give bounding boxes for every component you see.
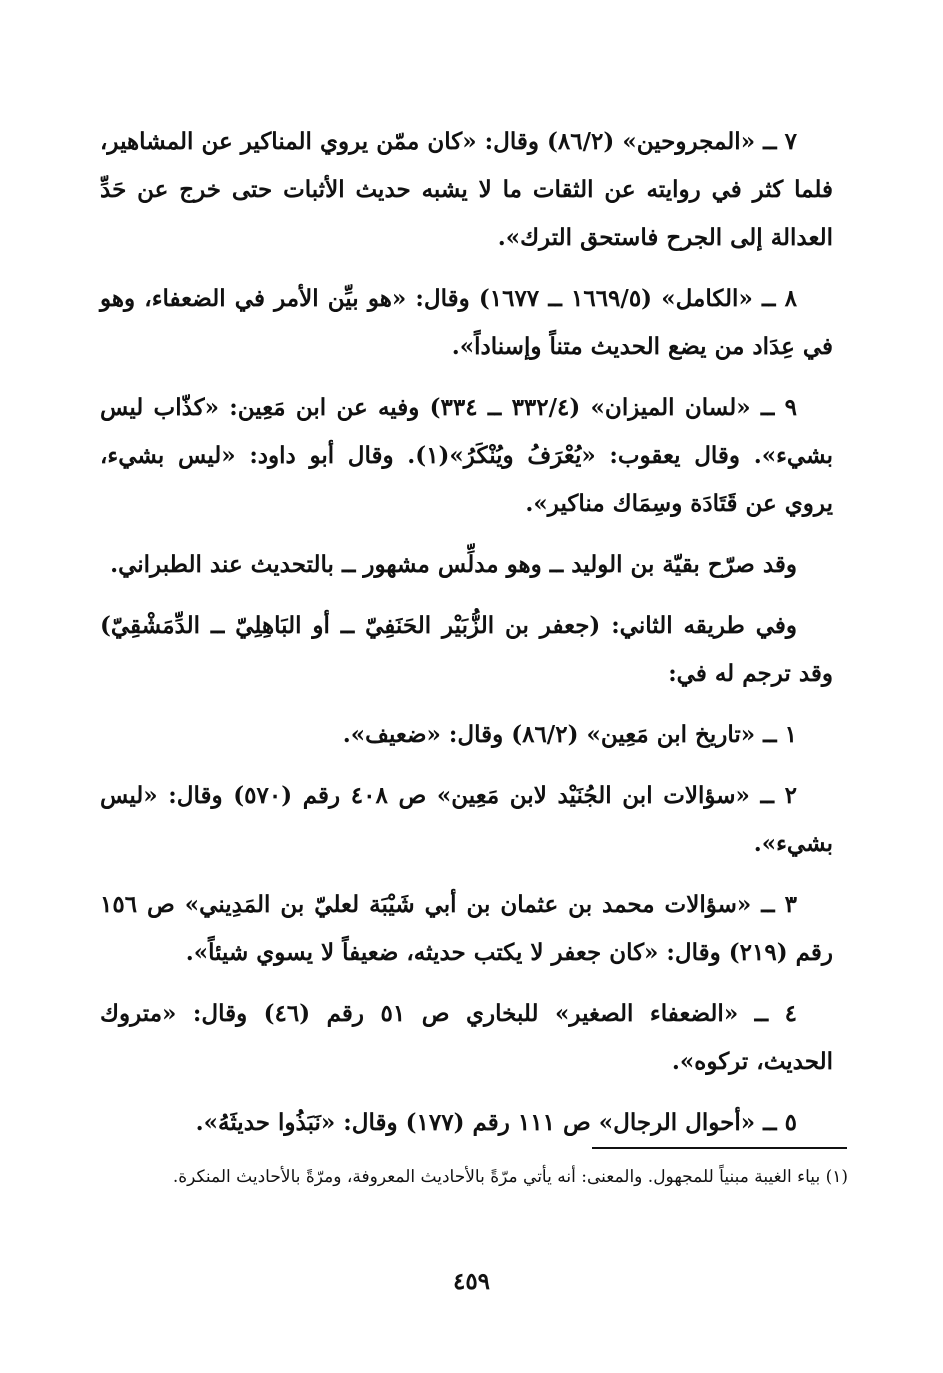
paragraph-source-4: ٤ ــ «الضعفاء الصغير» للبخاري ص ٥١ رقم (٤٦) وقال: «متروك الحديث، تركوه». — [100, 1000, 833, 1075]
footnote-divider — [592, 1147, 847, 1149]
footnote: (١) بياء الغيبة مبنياً للمجهول. والمعنى: أنه يأتي مرّةً بالأحاديث المعروفة، ومرّةً بالأحاديث المنكرة. — [172, 1167, 848, 1187]
paragraph-second-route: وفي طريقه الثاني: (جعفر بن الزُّبَيْر الحَنَفِيّ ــ أو البَاهِلِيّ ــ الدِّمَشْقِيّ) وقد ترجم له في: — [100, 612, 833, 687]
main-text — [100, 118, 833, 1160]
paragraph-narrator-8: ٨ ــ «الكامل» (١٦٦٩/٥ ــ ١٦٧٧) وقال: «هو بيِّن الأمر في الضعفاء، وهو في عِدَاد من يضع الحديث متناً وإسناداً». — [100, 285, 833, 360]
paragraph-narrator-7: ٧ ــ «المجروحين» (٨٦/٢) وقال: «كان ممّن يروي المناكير عن المشاهير، فلما كثر في روايته عن الثقات ما لا يشبه حديث الأثبات حتى خرج عن حَدِّ العدالة إلى الجرح فاستحق الترك». — [100, 128, 833, 251]
page-number: ٤٥٩ — [452, 1268, 491, 1295]
paragraph-source-2: ٢ ــ «سؤالات ابن الجُنَيْد لابن مَعِين» ص ٤٠٨ رقم (٥٧٠) وقال: «ليس بشيء». — [100, 782, 833, 857]
paragraph-source-1: ١ ــ «تاريخ ابن مَعِين» (٨٦/٢) وقال: «ضعيف». — [342, 721, 797, 748]
paragraph-source-5: ٥ ــ «أحوال الرجال» ص ١١١ رقم (١٧٧) وقال: «نَبَذُوا حديثَهُ». — [195, 1109, 797, 1136]
paragraph-source-3: ٣ ــ «سؤالات محمد بن عثمان بن أبي شَيْبَة لعليّ بن المَدِيني» ص ١٥٦ رقم (٢١٩) وقال: «كان جعفر لا يكتب حديثه، ضعيفاً لا يسوي شيئاً». — [100, 891, 833, 966]
paragraph-tadlis-note: وقد صرّح بقيّة بن الوليد ــ وهو مدلِّس مشهور ــ بالتحديث عند الطبراني. — [110, 551, 797, 578]
paragraph-narrator-9: ٩ ــ «لسان الميزان» (٣٣٢/٤ ــ ٣٣٤) وفيه عن ابن مَعِين: «كذّاب ليس بشيء». وقال يعقوب: «يُعْرَفُ ويُنْكَرُ»(١). وقال أبو داود: «ليس بشيء، يروي عن قَتَادَة وسِمَاك مناكير». — [100, 394, 833, 517]
